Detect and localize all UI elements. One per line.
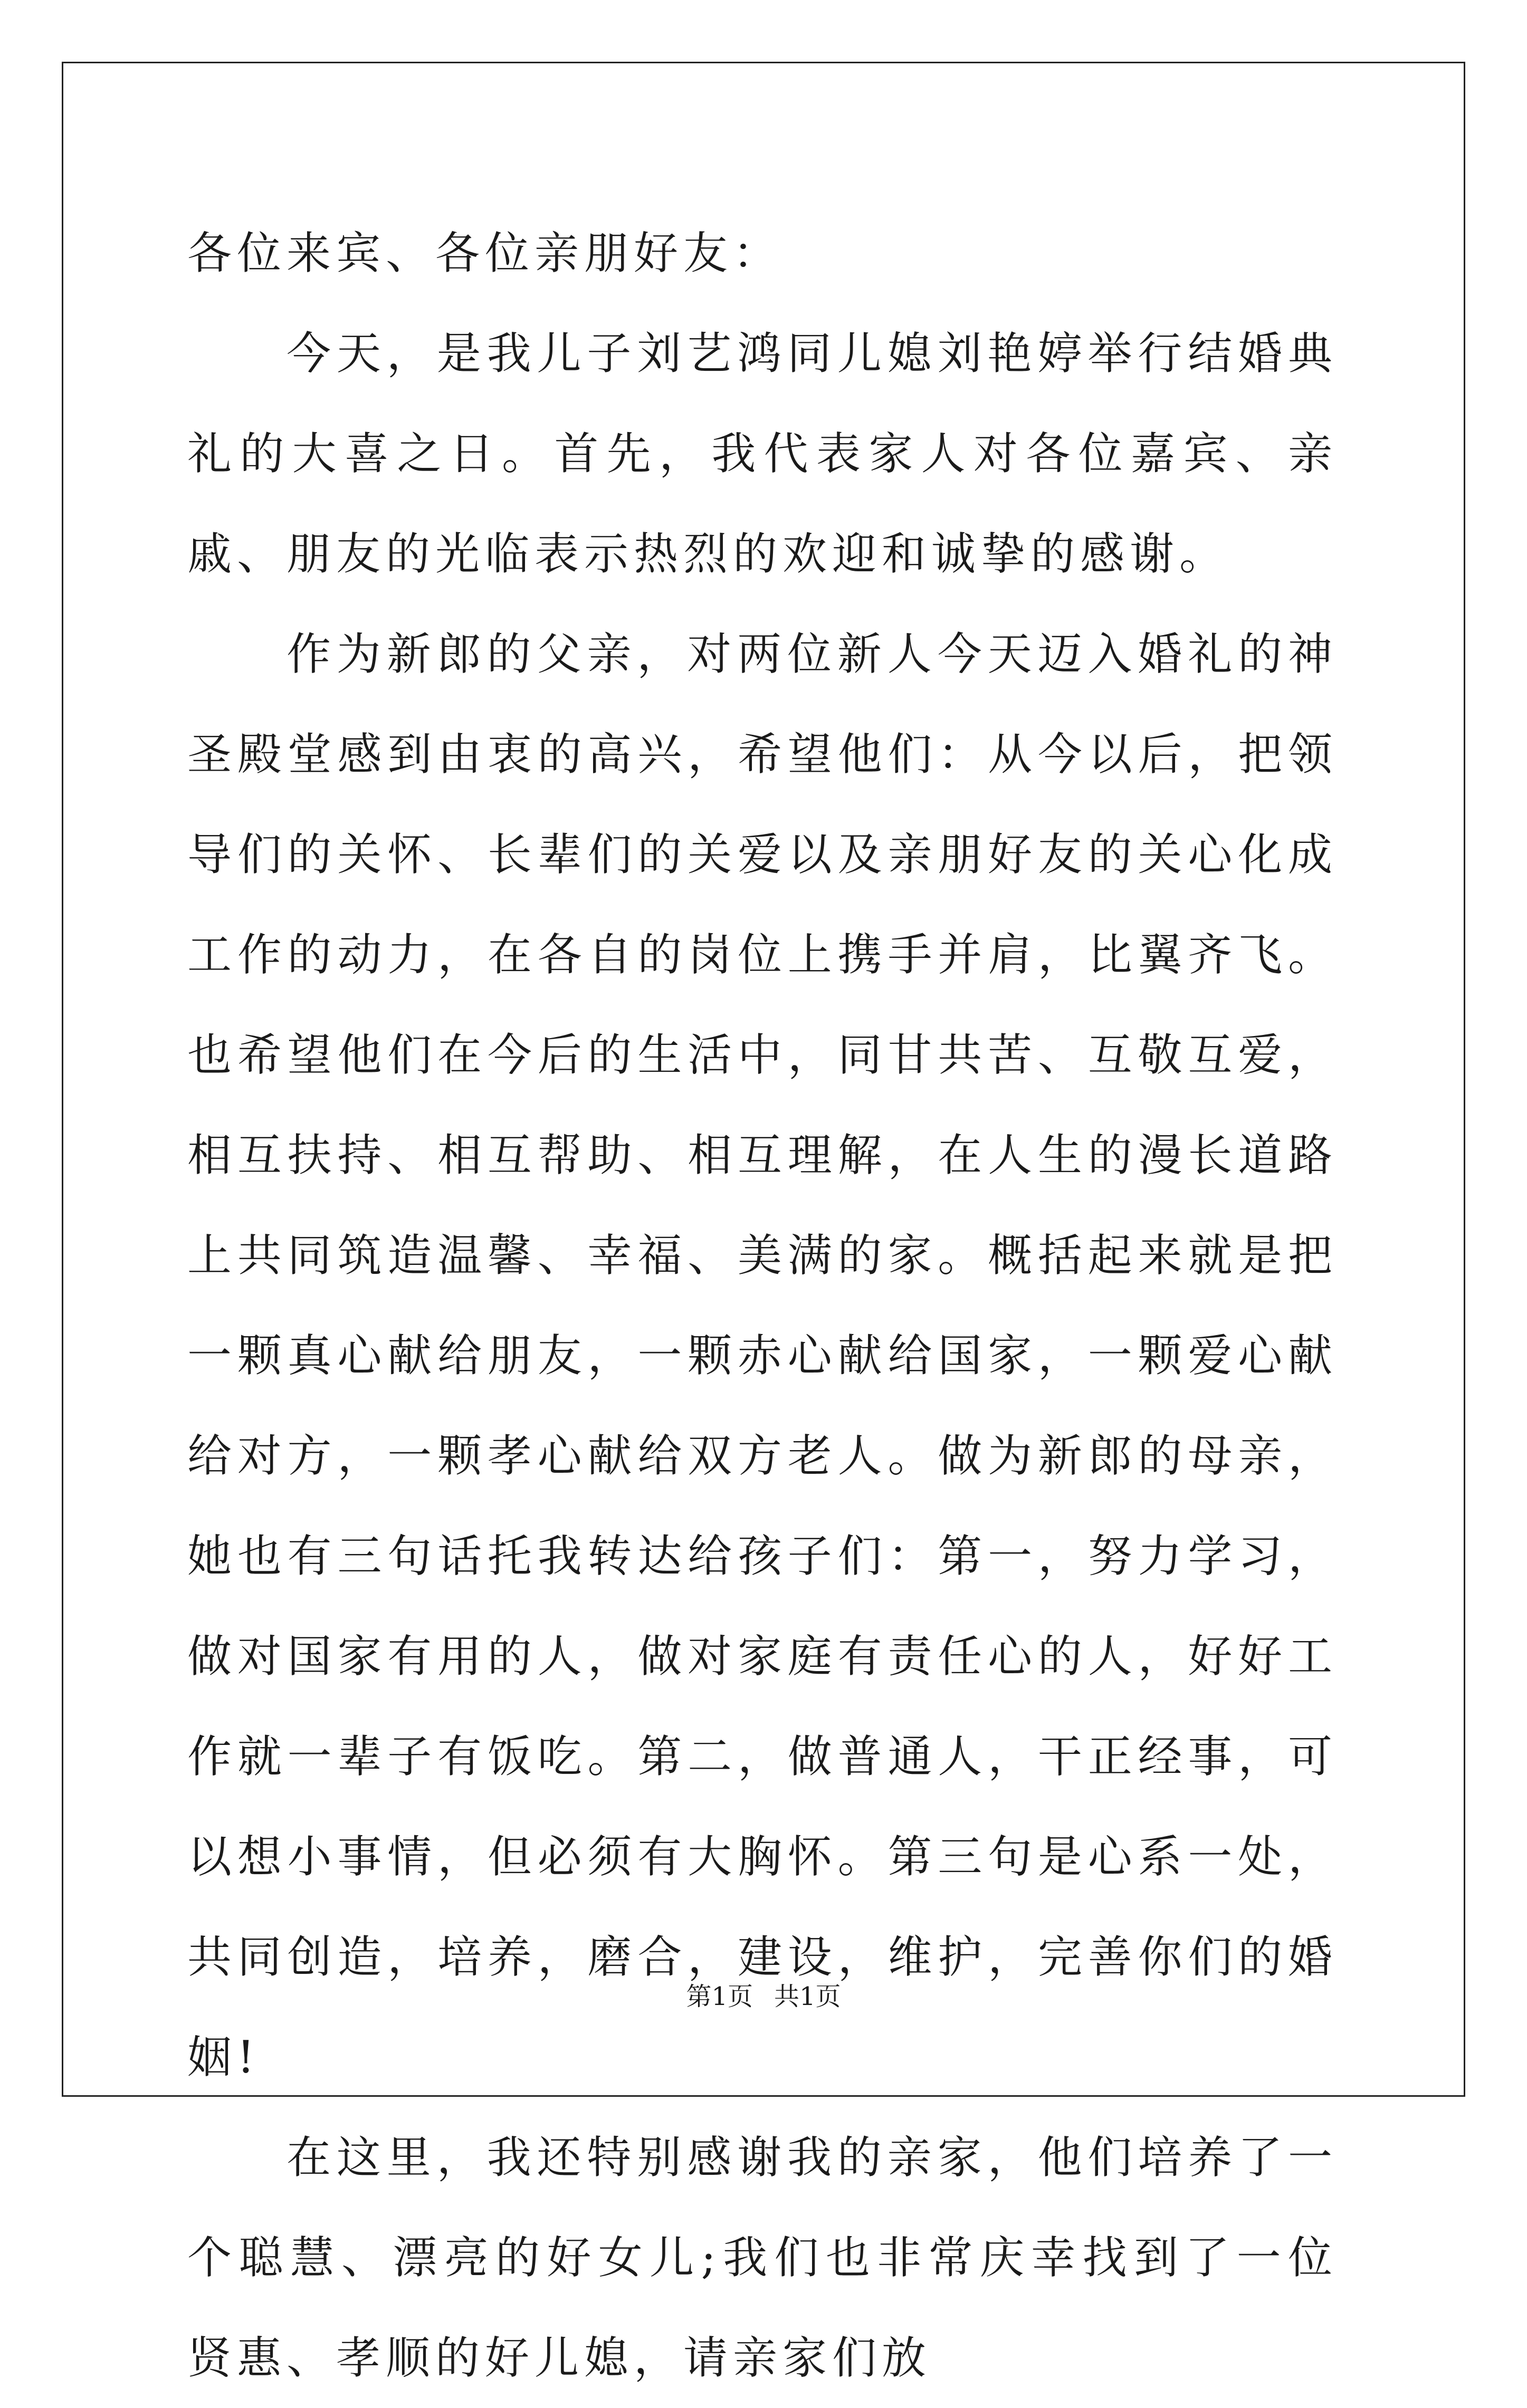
page-total: 共1页 bbox=[774, 1982, 841, 2011]
page-footer bbox=[0, 1981, 1527, 2012]
paragraph-2: 作为新郎的父亲，对两位新人今天迈入婚礼的神圣殿堂感到由衷的高兴，希望他们：从今以后，把领导们的关怀、长辈们的关爱以及亲朋好友的关心化成工作的动力，在各自的岗位上携手并肩，比翼齐飞。也希望他们在今后的生活中，同甘共苦、互敬互爱，相互扶持、相互帮助、相互理解，在人生的漫长道路上共同筑造温馨、幸福、美满的家。概括起来就是把一颗真心献给朋友，一颗赤心献给国家，一颗爱心献给对方，一颗孝心献给双方老人。做为新郎的母亲，她也有三句话托我转达给孩子们：第一，努力学习，做对国家有用的人，做对家庭有责任心的人，好好工作就一辈子有饭吃。第二，做普通人，干正经事，可以想小事情，但必须有大胸怀。第三句是心系一处，共同创造，培养，磨合，建设，维护，完善你们的婚姻! bbox=[187, 628, 1338, 2083]
document-body bbox=[187, 203, 1338, 2408]
greeting: 各位来宾、各位亲朋好友： bbox=[187, 227, 783, 279]
page-number: 第1页 bbox=[686, 1982, 753, 2011]
paragraph-1: 今天，是我儿子刘艺鸿同儿媳刘艳婷举行结婚典礼的大喜之日。首先，我代表家人对各位嘉宾、亲戚、朋友的光临表示热烈的欢迎和诚挚的感谢。 bbox=[187, 328, 1338, 580]
paragraph-3: 在这里，我还特别感谢我的亲家，他们培养了一个聪慧、漂亮的好女儿;我们也非常庆幸找到了一位贤惠、孝顺的好儿媳，请亲家们放 bbox=[187, 2132, 1338, 2384]
